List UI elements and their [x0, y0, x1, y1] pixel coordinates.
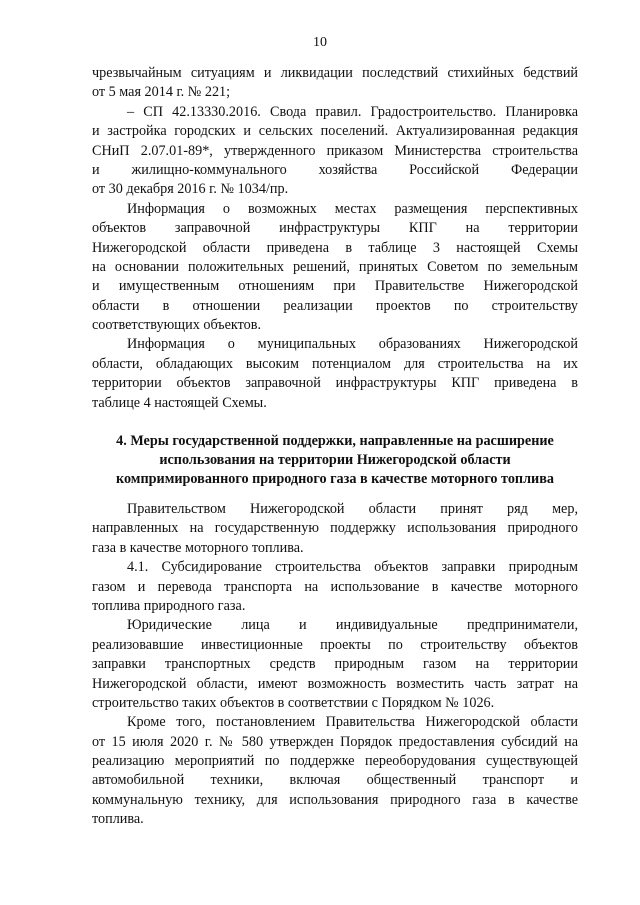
heading-line: использования на территории Нижегородской области: [159, 451, 511, 468]
text-line: и имущественным отношениям при Правительстве Нижегородской: [92, 278, 578, 295]
text-line: чрезвычайным ситуациям и ликвидации последствий стихийных бедствий: [92, 65, 578, 81]
text-line: автомобильной техники, включая общественный транспорт и: [92, 772, 578, 789]
text-line: заправки транспортных средств природным газом на территории: [92, 656, 578, 673]
text-line: Информация о муниципальных образованиях Нижегородской: [127, 336, 578, 353]
text-line: Юридические лица и индивидуальные предприниматели,: [127, 617, 578, 634]
text-line: – СП 42.13330.2016. Свода правил. Градостроительство. Планировка: [127, 103, 578, 120]
text-line: Кроме того, постановлением Правительства Нижегородской области: [127, 714, 578, 731]
page-number: 10: [313, 35, 327, 50]
section-heading: [92, 432, 578, 488]
text-line: и жилищно-коммунального хозяйства Российской Федерации: [92, 161, 578, 178]
text-line: топлива природного газа.: [92, 597, 246, 614]
heading-line: 4. Меры государственной поддержки, направленные на расширение: [116, 433, 554, 449]
text-line: топлива.: [92, 811, 144, 828]
text-line: реализацию мероприятий по поддержке переоборудования существующей: [92, 753, 578, 770]
text-block-after-heading: [92, 500, 578, 830]
text-line: соответствующих объектов.: [92, 317, 261, 334]
text-line: области, обладающих высоким потенциалом для строительства на их: [92, 355, 578, 372]
text-line: объектов заправочной инфраструктуры КПГ на территории: [92, 220, 578, 237]
text-line: от 5 мая 2014 г. № 221;: [92, 84, 231, 101]
text-line: на основании положительных решений, принятых Советом по земельным: [92, 258, 578, 275]
text-line: Правительством Нижегородской области принят ряд мер,: [127, 501, 578, 517]
text-line: и застройка городских и сельских поселений. Актуализированная редакция: [92, 123, 578, 140]
text-line: от 30 декабря 2016 г. № 1034/пр.: [92, 181, 289, 198]
text-line: таблице 4 настоящей Схемы.: [92, 394, 267, 411]
text-line: области в отношении реализации проектов по строительству: [92, 297, 578, 314]
text-line: газом и перевода транспорта на использование в качестве моторного: [92, 578, 578, 595]
text-line: от 15 июля 2020 г. № 580 утвержден Порядок предоставления субсидий на: [92, 733, 578, 750]
text-line: территории объектов заправочной инфраструктуры КПГ приведена в: [92, 375, 578, 392]
text-line: направленных на государственную поддержку использования природного: [92, 520, 578, 537]
text-line: строительство таких объектов в соответствии с Порядком № 1026.: [92, 694, 495, 711]
text-block-before-heading: [92, 64, 578, 413]
text-line: коммунальную технику, для использования природного газа в качестве: [92, 791, 578, 808]
heading-line: компримированного природного газа в качестве моторного топлива: [115, 470, 554, 487]
text-line: 4.1. Субсидирование строительства объектов заправки природным: [127, 559, 578, 576]
text-line: СНиП 2.07.01-89*, утвержденного приказом Министерства строительства: [92, 142, 578, 159]
text-line: Информация о возможных местах размещения перспективных: [127, 200, 578, 217]
text-line: Нижегородской области приведена в таблице 3 настоящей Схемы: [92, 239, 578, 256]
text-line: Нижегородской области, имеют возможность возместить часть затрат на: [92, 675, 578, 692]
text-line: газа в качестве моторного топлива.: [92, 539, 304, 556]
text-line: реализовавшие инвестиционные проекты по строительству объектов: [92, 636, 578, 653]
